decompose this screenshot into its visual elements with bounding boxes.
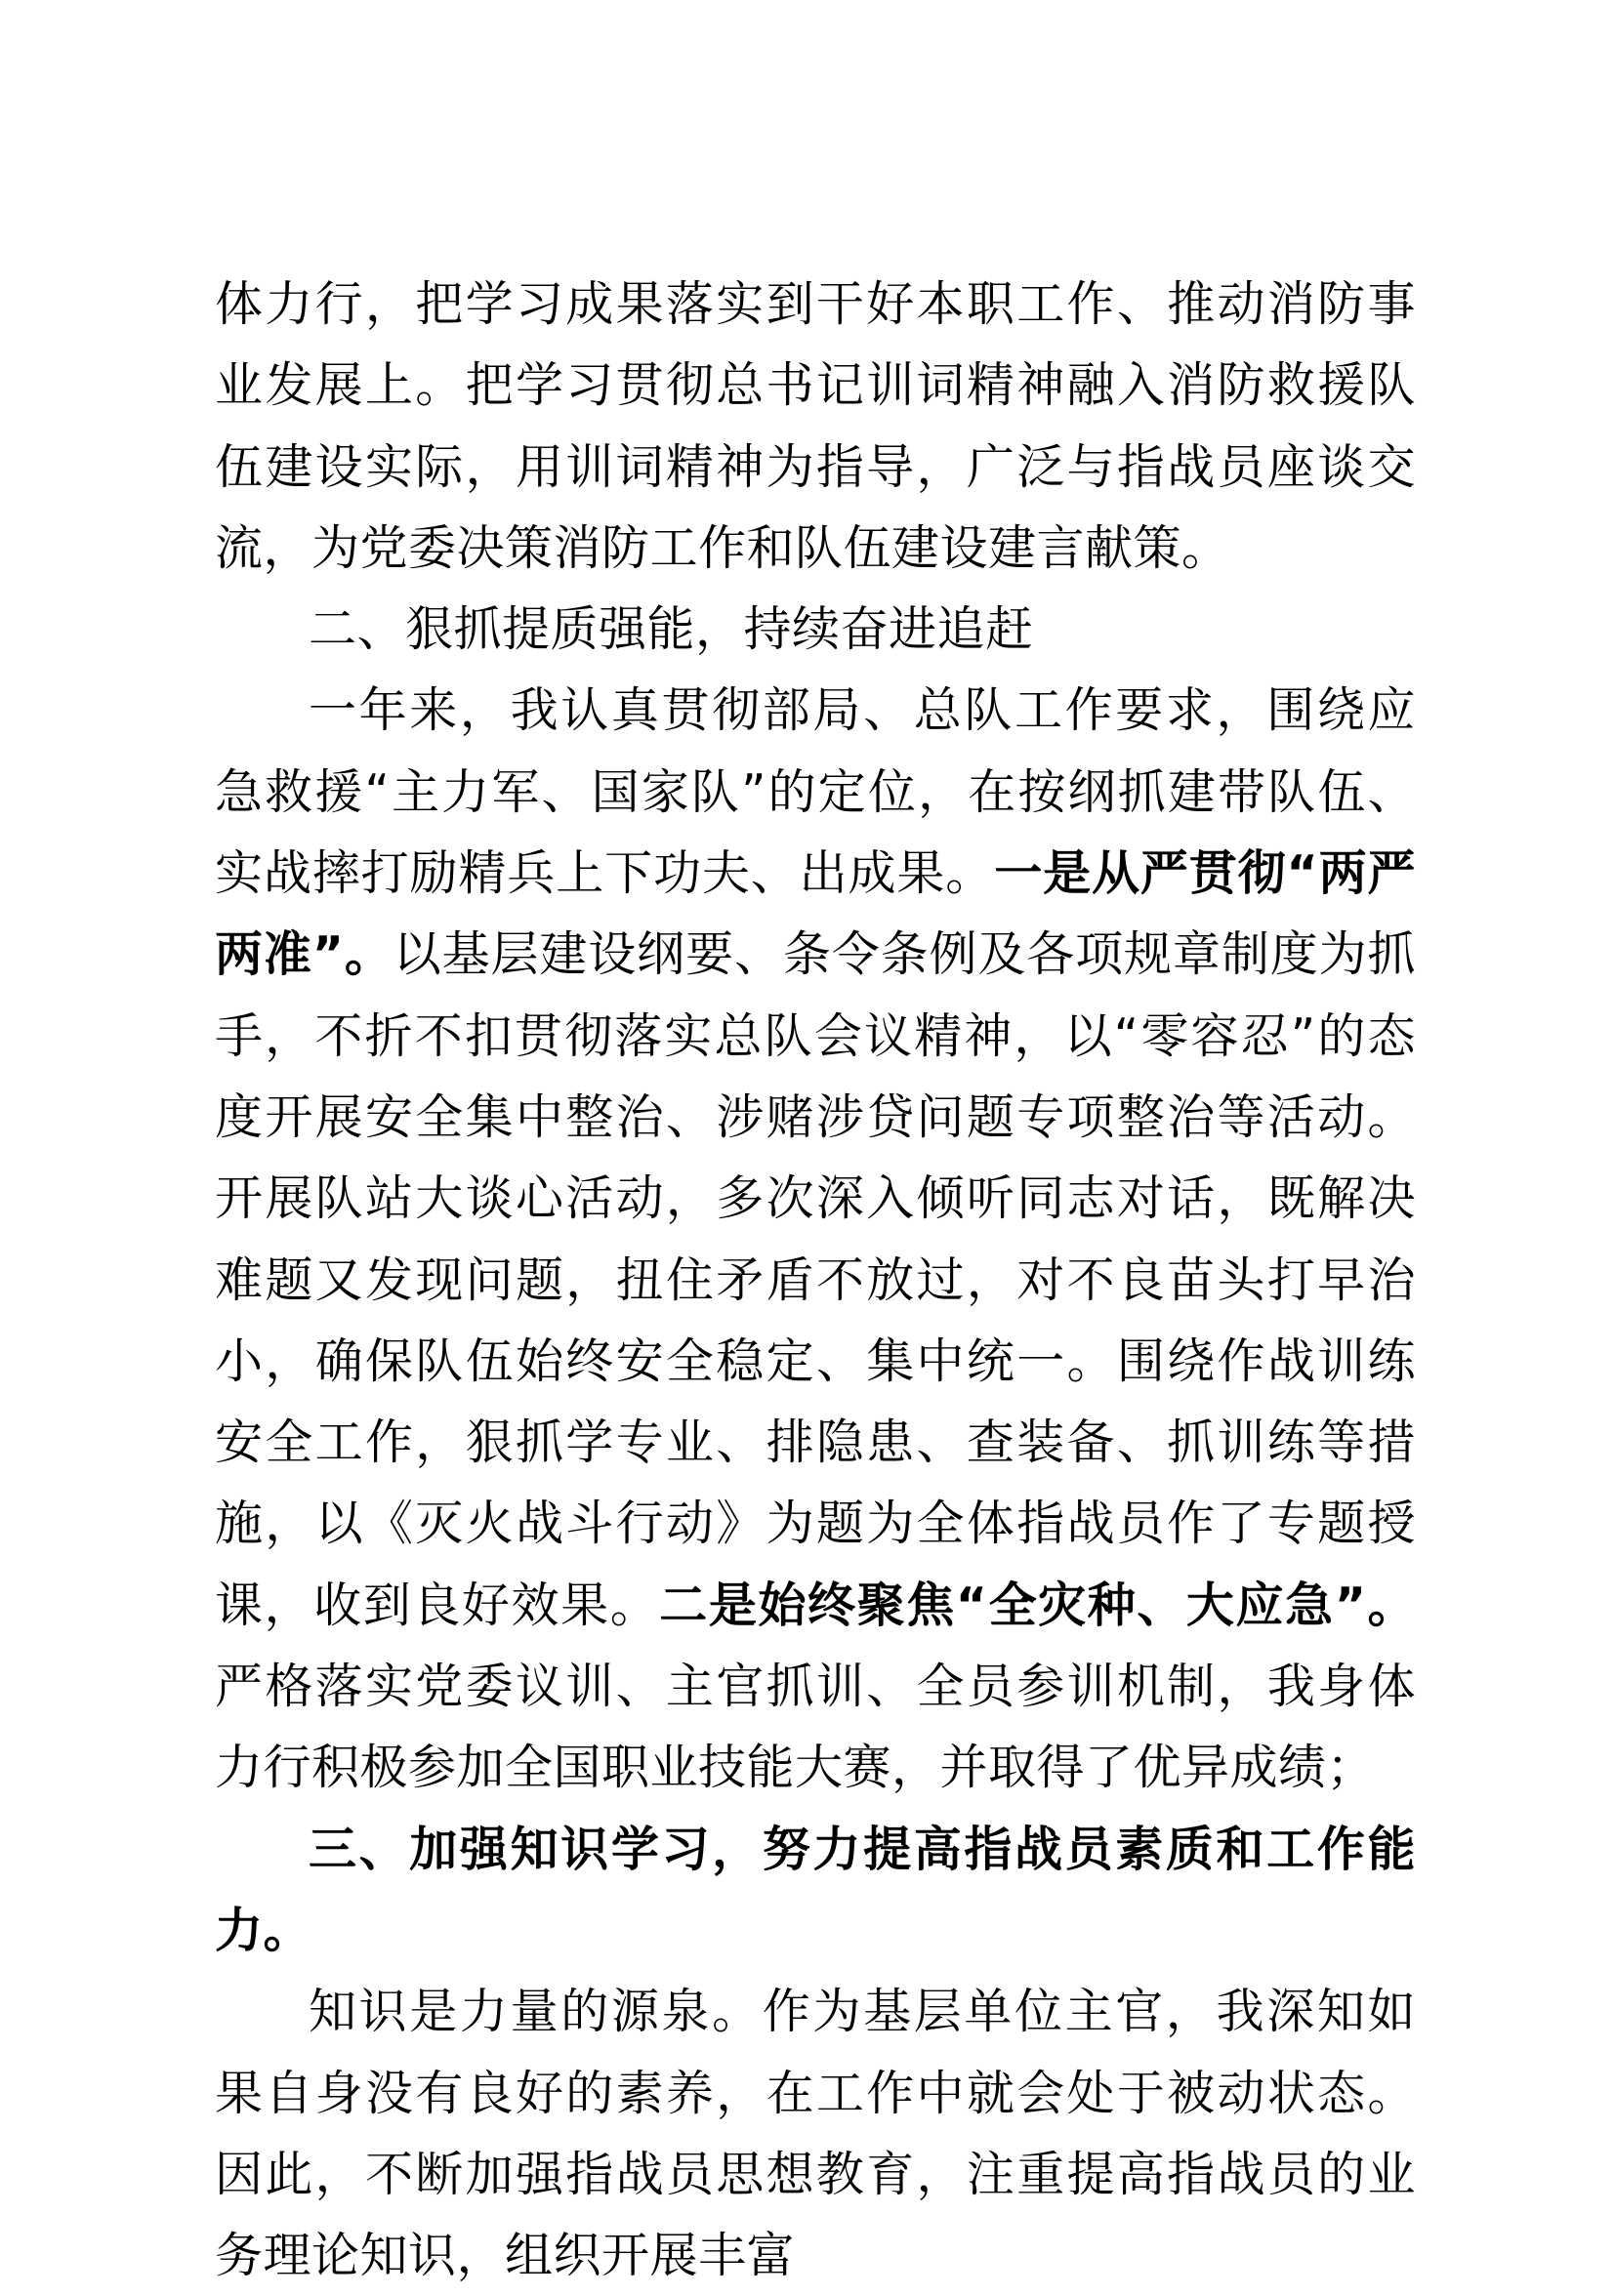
section-heading-2 — [215, 589, 1416, 670]
heading-text: 三、加强知识学习，努力提高指战员素质和工作能力。 — [215, 1821, 1416, 1958]
heading-text: 二、狠抓提质强能，持续奋进追赶 — [309, 601, 1034, 658]
paragraph-section-3 — [215, 1971, 1416, 2296]
text-run: 以基层建设纲要、条令条例及各项规章制度为抓手，不折不扣贯彻落实总队会议精神，以“零容忍”的态度开展安全集中整治、涉赌涉贷问题专项整治等活动。开展队站大谈心活动，多次深入倾听同志对话，既解决难题又发现问题，扭住矛盾不放过，对不良苗头打早治小，确保队伍始终安全稳定、集中统一。围绕作战训练安全工作，狠抓学专业、排隐患、查装备、抓训练等措施，以《灭火战斗行动》为题为全体指战员作了专题授课，收到良好效果。 — [215, 926, 1416, 1633]
bold-run: 二是始终聚焦“全灾种、大应急”。 — [659, 1577, 1416, 1633]
bold-run: 一是从严贯彻“两严两准”。 — [215, 845, 1416, 983]
text-run: 一年来，我认真贯彻部局、总队工作要求，围绕应急救援“主力军、国家队”的定位，在按纲抓建带队伍、实战摔打励精兵上下功夫、出成果。 — [215, 682, 1416, 902]
paragraph-continuation — [215, 264, 1416, 589]
paragraph-section-2 — [215, 670, 1416, 1808]
document-body — [215, 264, 1416, 2296]
text-run: 知识是力量的源泉。作为基层单位主官，我深知如果自身没有良好的素养，在工作中就会处于被动状态。因此，不断加强指战员思想教育，注重提高指战员的业务理论知识，组织开展丰富 — [215, 1984, 1416, 2284]
text-run: 体力行，把学习成果落实到干好本职工作、推动消防事业发展上。把学习贯彻总书记训词精神融入消防救援队伍建设实际，用训词精神为指导，广泛与指战员座谈交流，为党委决策消防工作和队伍建设建言献策。 — [215, 276, 1416, 576]
section-heading-3 — [215, 1809, 1416, 1972]
text-run: 严格落实党委议训、主官抓训、全员参训机制，我身体力行积极参加全国职业技能大赛，并取得了优异成绩； — [215, 1659, 1416, 1796]
